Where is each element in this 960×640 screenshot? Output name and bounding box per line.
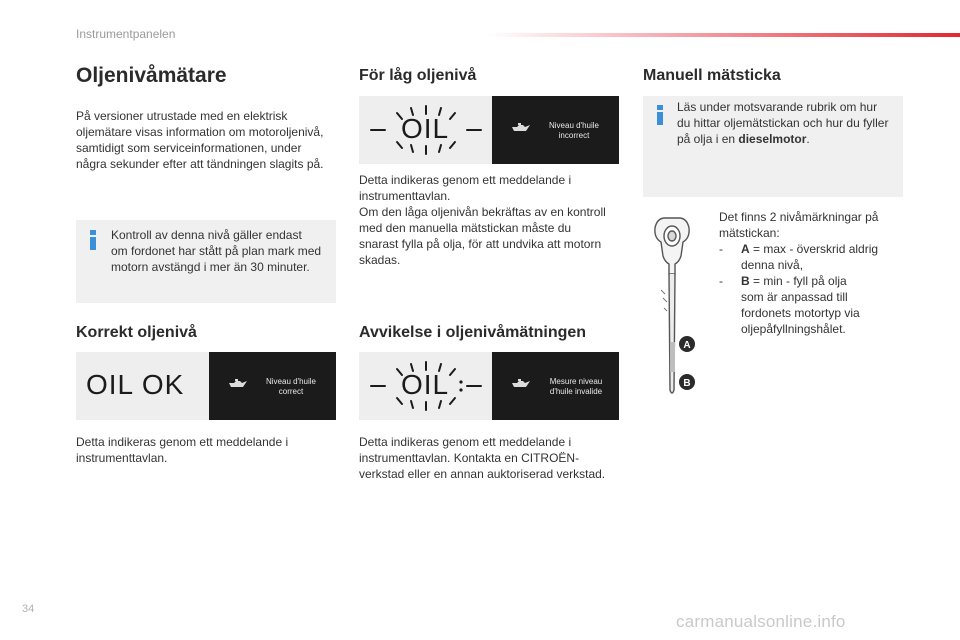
display-message-line: incorrect <box>558 131 590 140</box>
intro-line: oljemätare visas information om motoroljenivå, <box>76 125 324 139</box>
list-dash: - <box>719 274 723 288</box>
info-box-level-check <box>76 220 336 303</box>
info-icon <box>90 230 96 250</box>
intro-line: På versioner utrustade med en elektrisk <box>76 109 288 123</box>
oil-text: OIL <box>401 113 450 144</box>
desc-line: verkstad eller en annan auktoriserad verkstad. <box>359 467 606 481</box>
display-panel-right <box>492 352 619 420</box>
label-b: B <box>683 378 691 389</box>
mark-a-item <box>719 241 909 273</box>
desc-line: instrumenttavlan. <box>359 189 451 203</box>
mark-line: som är anpassad till <box>741 290 848 304</box>
display-panel-left <box>359 96 492 164</box>
info-icon <box>657 105 663 125</box>
correct-level-heading: Korrekt oljenivå <box>76 324 197 341</box>
desc-line: Detta indikeras genom ett meddelande i <box>359 435 572 449</box>
info-line: Kontroll av denna nivå gäller endast <box>111 228 302 242</box>
oil-ok-text: OIL OK <box>86 369 185 400</box>
display-low-level <box>359 96 619 164</box>
intro-line: mätstickan: <box>719 226 780 240</box>
info-text-bold: dieselmotor <box>738 132 807 146</box>
info-text <box>677 99 888 147</box>
display-panel-right <box>209 352 336 420</box>
display-message-line: d'huile invalide <box>549 387 603 396</box>
watermark: carmanualsonline.info <box>676 612 846 631</box>
display-message-line: Niveau d'huile <box>265 377 316 386</box>
mark-line: oljepåfyllningshålet. <box>741 322 846 336</box>
dipstick-heading: Manuell mätsticka <box>643 67 781 84</box>
intro-line: några sekunder efter att tändningen slagits på. <box>76 157 324 171</box>
display-message <box>538 121 610 141</box>
display-message-line: correct <box>278 387 304 396</box>
display-message-line: Niveau d'huile <box>548 121 599 130</box>
mark-line: = min - fyll på olja <box>749 274 847 288</box>
mark-line: fordonets motortyp via <box>741 306 860 320</box>
oil-can-icon <box>510 378 532 390</box>
display-correct-level <box>76 352 336 420</box>
page-number: 34 <box>22 603 35 615</box>
info-line: du hittar oljemätstickan och hur du fyller <box>677 116 889 130</box>
desc-line: med den manuella mätstickan måste du <box>359 221 572 235</box>
list-dash: - <box>719 242 723 256</box>
correct-level-description <box>76 434 288 466</box>
display-message-line: Mesure niveau <box>549 377 603 386</box>
header-accent-line <box>488 33 960 37</box>
info-text <box>111 227 321 275</box>
mark-line: = max - överskrid aldrig <box>749 242 879 256</box>
desc-line: skadas. <box>359 253 401 267</box>
dipstick-marks-list <box>719 209 909 337</box>
display-message <box>538 377 614 397</box>
display-panel-left <box>76 352 209 420</box>
oil-can-icon <box>227 378 249 390</box>
desc-line: instrumenttavlan. Kontakta en CITROËN- <box>359 451 580 465</box>
desc-line: Detta indikeras genom ett meddelande i <box>359 173 572 187</box>
mark-letter: A <box>741 242 750 256</box>
mark-letter: B <box>741 274 750 288</box>
display-panel-left <box>359 352 492 420</box>
dipstick-illustration <box>643 212 703 402</box>
desc-line: Detta indikeras genom ett meddelande i <box>76 435 289 449</box>
info-line: om fordonet har stått på plan mark med <box>111 244 322 258</box>
intro-line: samtidigt som serviceinformationen, under <box>76 141 302 155</box>
desc-line: Om den låga oljenivån bekräftas av en kontroll <box>359 205 606 219</box>
info-line: motorn avstängd i mer än 30 minuter. <box>111 260 310 274</box>
desc-line: instrumenttavlan. <box>76 451 168 465</box>
info-text-part: på olja i en <box>677 132 739 146</box>
oil-text: OIL <box>401 369 450 400</box>
section-title: Instrumentpanelen <box>76 27 176 41</box>
display-message <box>255 377 327 397</box>
page-title: Oljenivåmätare <box>76 64 227 87</box>
intro-paragraph <box>76 108 324 172</box>
display-measurement-invalid <box>359 352 619 420</box>
mark-b-item <box>719 273 909 337</box>
display-panel-right <box>492 96 619 164</box>
intro-line: Det finns 2 nivåmärkningar på <box>719 210 879 224</box>
low-level-heading: För låg oljenivå <box>359 67 477 84</box>
oil-can-icon <box>510 122 532 134</box>
label-a: A <box>683 340 691 351</box>
info-text-part: . <box>806 132 810 146</box>
info-line: Läs under motsvarande rubrik om hur <box>677 100 878 114</box>
deviation-description <box>359 434 605 482</box>
desc-line: snarast fylla på olja, för att undvika att motorn <box>359 237 602 251</box>
deviation-heading: Avvikelse i oljenivåmätningen <box>359 324 587 341</box>
info-box-dipstick <box>643 96 903 197</box>
low-level-description <box>359 172 606 268</box>
mark-line: denna nivå, <box>741 258 804 272</box>
info-line <box>677 131 888 147</box>
